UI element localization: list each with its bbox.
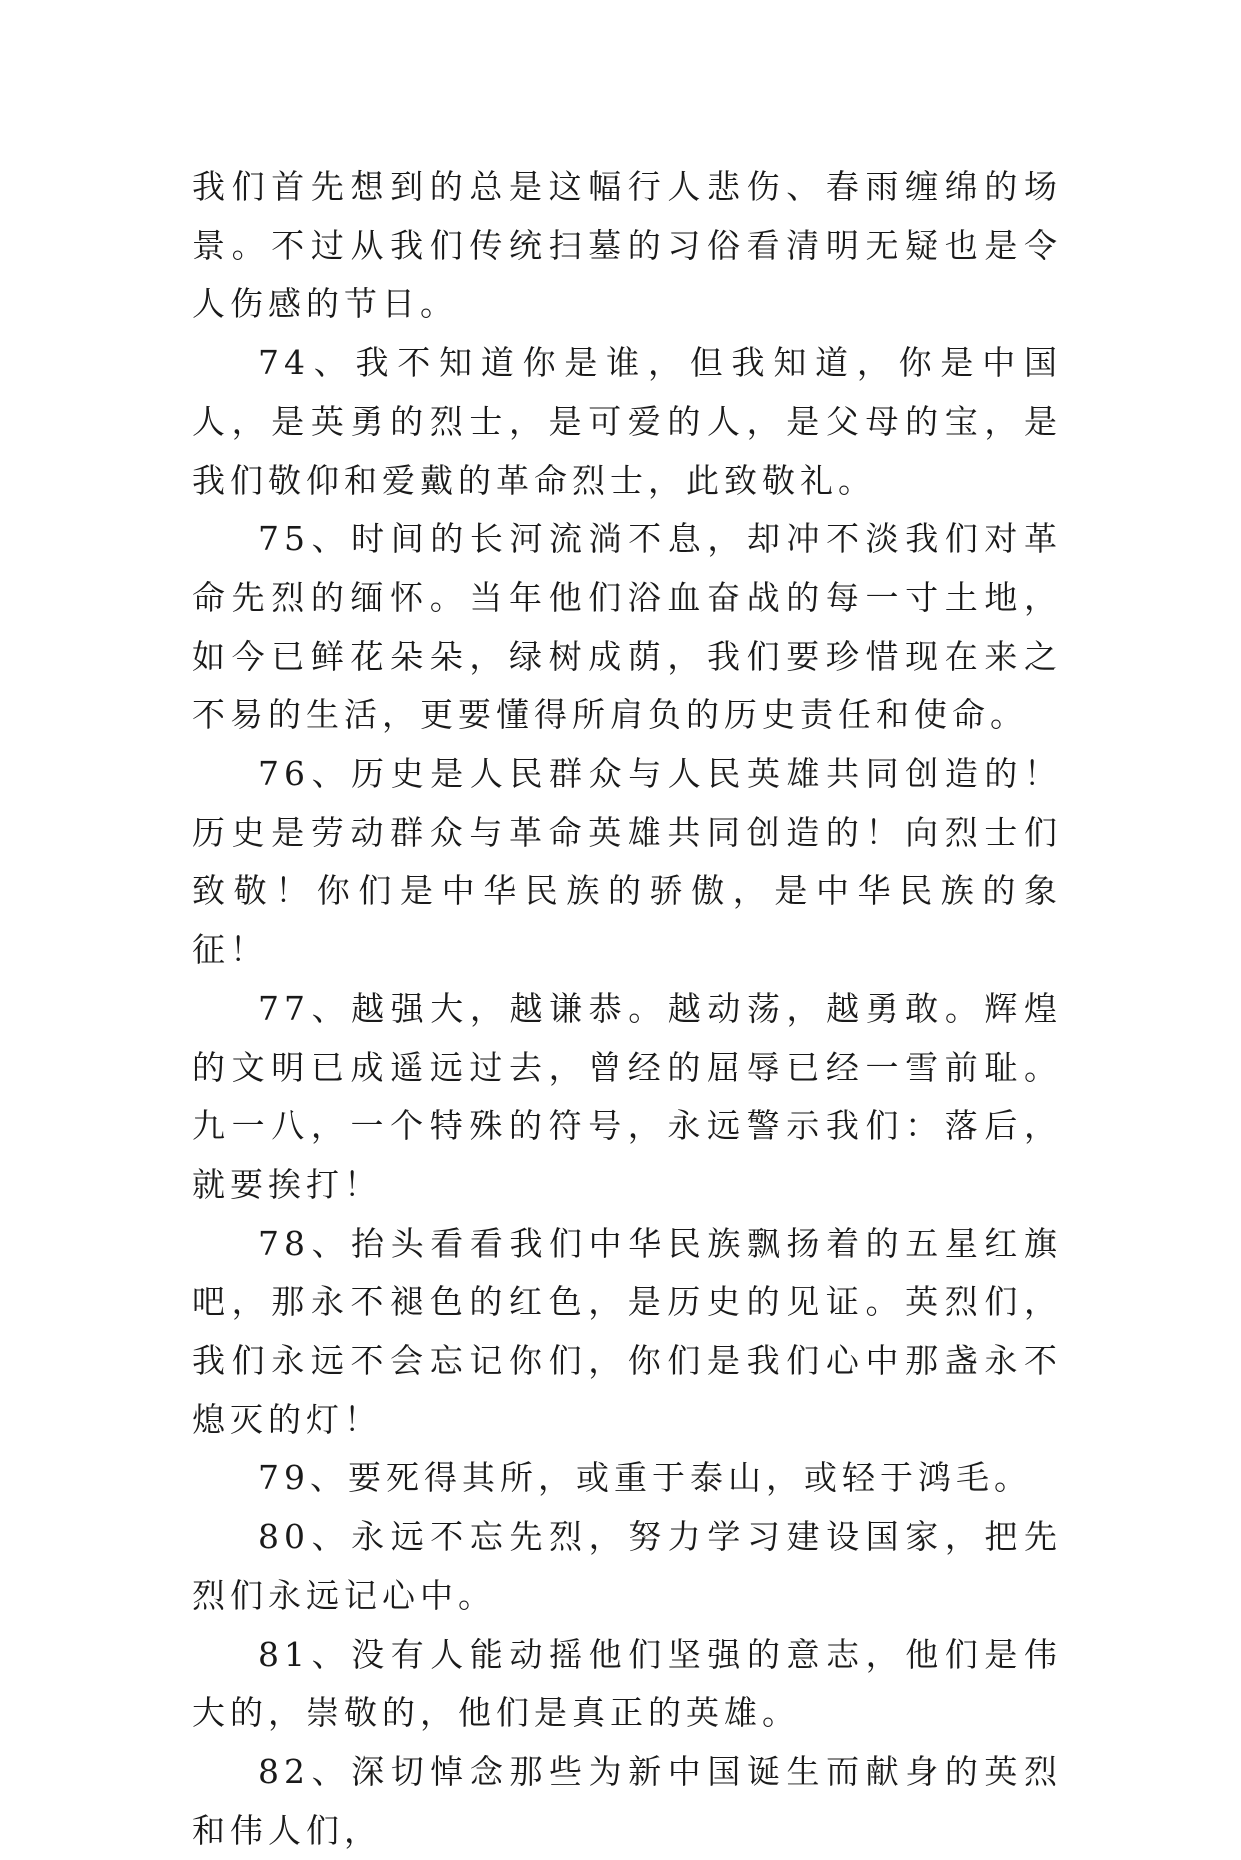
paragraph-80: 80、永远不忘先烈，努力学习建设国家，把先烈们永远记心中。 [192,1517,1062,1615]
paragraph-74: 74、我不知道你是谁，但我知道，你是中国人，是英勇的烈士，是可爱的人，是父母的宝，是我们敬仰和爱戴的革命烈士，此致敬礼。 [192,343,1062,500]
paragraph-79: 79、要死得其所，或重于泰山，或轻于鸿毛。 [258,1458,1032,1498]
paragraph-76: 76、历史是人民群众与人民英雄共同创造的！历史是劳动群众与革命英雄共同创造的！向烈士们致敬！你们是中华民族的骄傲，是中华民族的象征！ [192,754,1062,970]
paragraph-81: 81、没有人能动摇他们坚强的意志，他们是伟大的，崇敬的，他们是真正的英雄。 [192,1634,1062,1733]
paragraph-77: 77、越强大，越谦恭。越动荡，越勇敢。辉煌的文明已成遥远过去，曾经的屈辱已经一雪前耻。九一八，一个特殊的符号，永远警示我们：落后，就要挨打！ [192,988,1062,1204]
paragraph-continuation: 我们首先想到的总是这幅行人悲伤、春雨缠绵的场景。不过从我们传统扫墓的习俗看清明无疑也是令人伤感的节日。 [192,167,1062,324]
document-body [192,158,1062,1860]
paragraph-75: 75、时间的长河流淌不息，却冲不淡我们对革命先烈的缅怀。当年他们浴血奋战的每一寸土地，如今已鲜花朵朵，绿树成荫，我们要珍惜现在来之不易的生活，更要懂得所肩负的历史责任和使命。 [192,519,1062,735]
paragraph-82: 82、深切悼念那些为新中国诞生而献身的英烈和伟人们， [192,1751,1062,1850]
paragraph-78: 78、抬头看看我们中华民族飘扬着的五星红旗吧，那永不褪色的红色，是历史的见证。英烈们，我们永远不会忘记你们，你们是我们心中那盏永不熄灭的灯！ [192,1223,1062,1439]
